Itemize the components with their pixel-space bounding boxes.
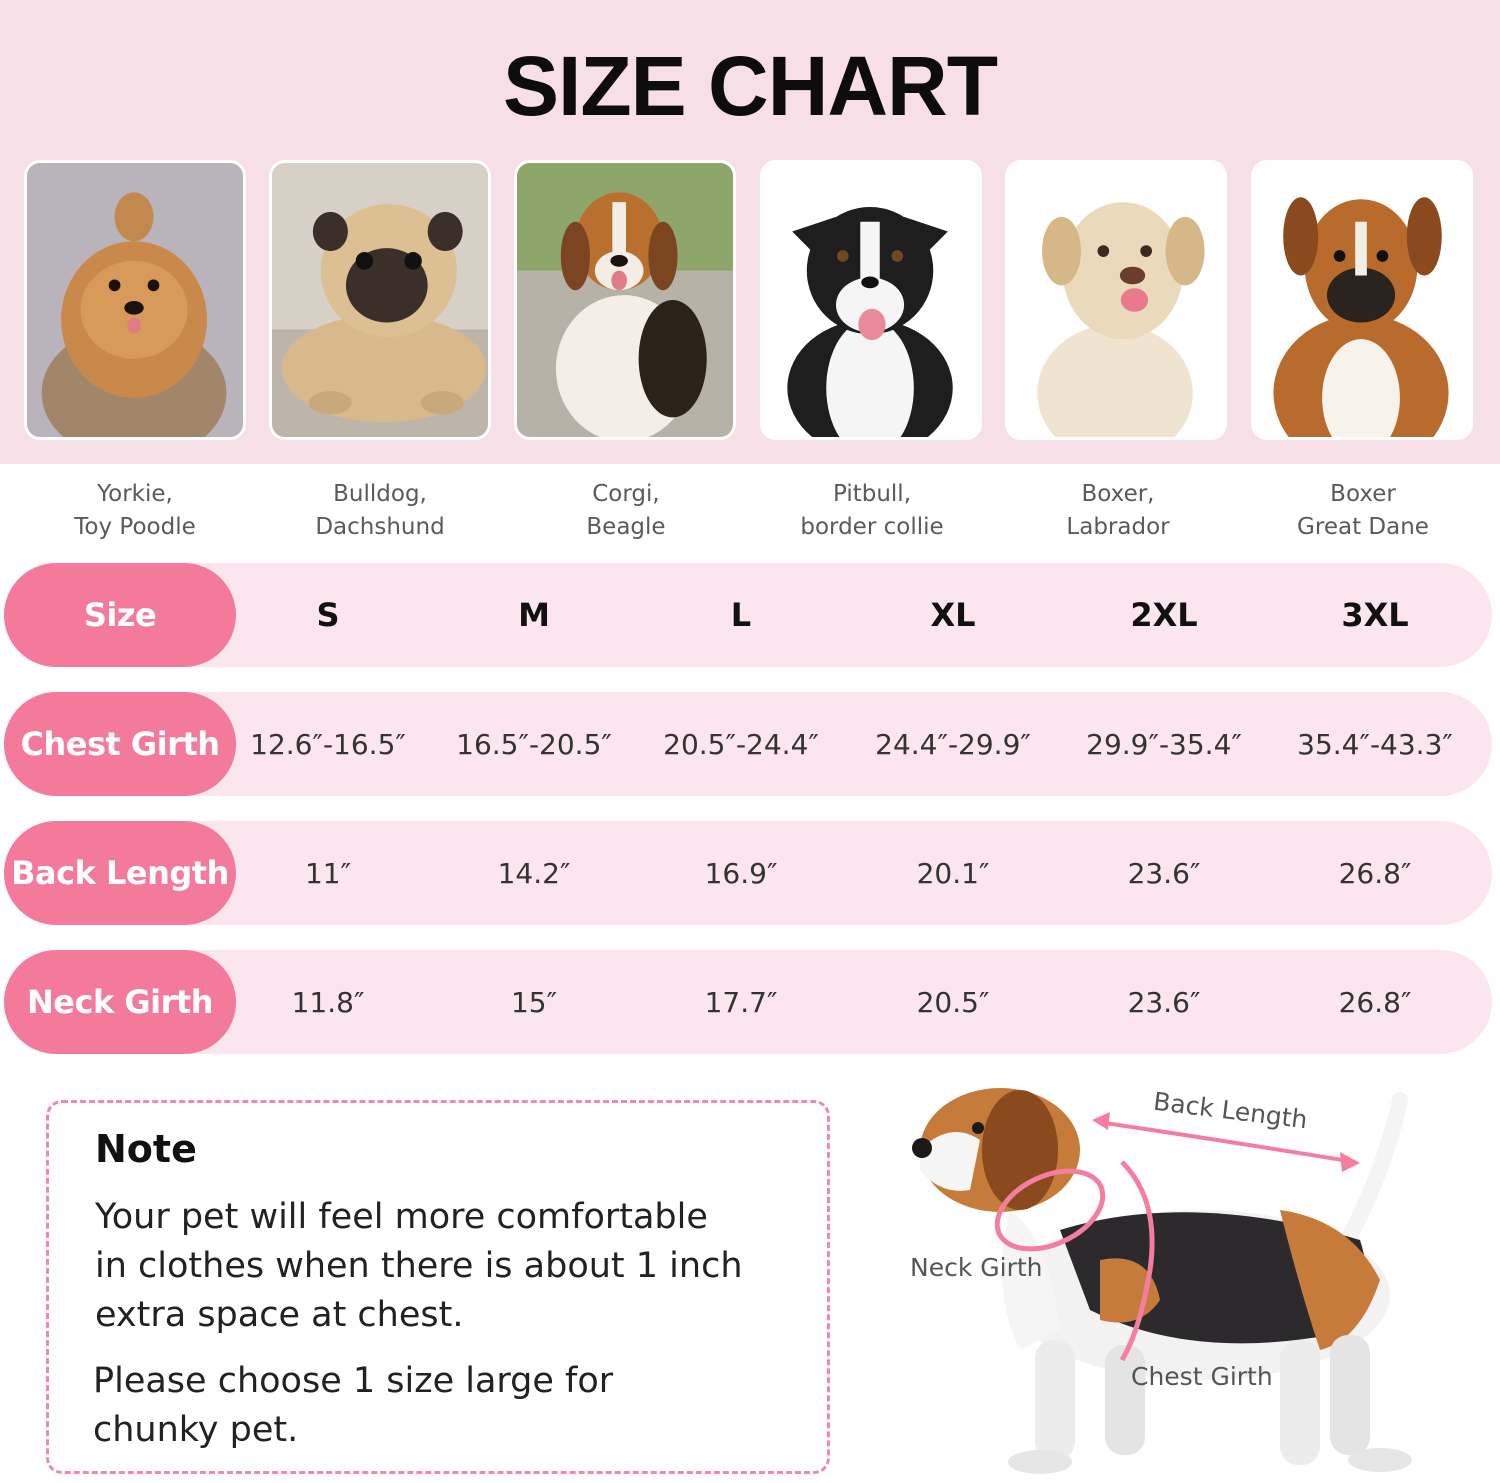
- size-cell: M: [518, 596, 550, 634]
- neck-girth-label: Neck Girth: [4, 950, 236, 1054]
- back-length-row: [4, 821, 1492, 925]
- chest-girth-cell: 35.4″-43.3″: [1297, 727, 1453, 761]
- neck-girth-cell: 23.6″: [1127, 985, 1201, 1019]
- chest-girth-cell: 16.5″-20.5″: [456, 727, 612, 761]
- back-length-cell: 16.9″: [704, 856, 778, 890]
- note-title: Note: [95, 1127, 197, 1171]
- breed-label-xl: Pitbull, border collie: [800, 481, 944, 540]
- size-row: [4, 563, 1492, 667]
- breed-label-l: Corgi, Beagle: [586, 481, 666, 540]
- back-length-cell: 23.6″: [1127, 856, 1201, 890]
- breed-label-s: Yorkie, Toy Poodle: [74, 481, 196, 540]
- neck-girth-cell: 15″: [510, 985, 558, 1019]
- chest-girth-label: Chest Girth: [4, 692, 236, 796]
- beagle-photo: [514, 160, 736, 440]
- back-length-cell: 14.2″: [497, 856, 571, 890]
- chest-girth-cell: 24.4″-29.9″: [875, 727, 1031, 761]
- back-length-label: Back Length: [4, 821, 236, 925]
- border-collie-photo: [760, 160, 982, 440]
- note-box: [46, 1100, 830, 1474]
- yorkie-photo: [24, 160, 246, 440]
- size-cell: 2XL: [1130, 596, 1198, 634]
- breed-label-3xl: Boxer Great Dane: [1297, 481, 1429, 540]
- breed-label-2xl: Boxer, Labrador: [1066, 481, 1170, 540]
- back-length-cell: 11″: [304, 856, 352, 890]
- pug-photo: [269, 160, 491, 440]
- measurement-diagram: [860, 1070, 1480, 1479]
- size-cell: L: [730, 596, 752, 634]
- neck-girth-cell: 17.7″: [704, 985, 778, 1019]
- labrador-photo: [1005, 160, 1227, 440]
- boxer-photo: [1251, 160, 1473, 440]
- note-paragraph-1: Your pet will feel more comfortable in clothes when there is about 1 inch extra space at chest.: [95, 1197, 743, 1335]
- breed-label-m: Bulldog, Dachshund: [315, 481, 445, 540]
- note-paragraph-2: Please choose 1 size large for chunky pet.: [93, 1361, 614, 1450]
- size-cell: XL: [930, 596, 976, 634]
- back-length-cell: 26.8″: [1338, 856, 1412, 890]
- chest-girth-cell: 20.5″-24.4″: [663, 727, 819, 761]
- size-label: Size: [4, 563, 236, 667]
- neck-girth-caption: Neck Girth: [910, 1253, 1043, 1282]
- back-length-caption: Back Length: [1151, 1086, 1310, 1135]
- size-cell: S: [316, 596, 340, 634]
- neck-girth-cell: 11.8″: [291, 985, 365, 1019]
- chest-girth-row: [4, 692, 1492, 796]
- chest-girth-caption: Chest Girth: [1131, 1362, 1273, 1391]
- neck-girth-cell: 26.8″: [1338, 985, 1412, 1019]
- chest-girth-cell: 29.9″-35.4″: [1086, 727, 1242, 761]
- size-cell: 3XL: [1341, 596, 1409, 634]
- neck-girth-cell: 20.5″: [916, 985, 990, 1019]
- back-length-cell: 20.1″: [916, 856, 990, 890]
- neck-girth-row: [4, 950, 1492, 1054]
- page-title: SIZE CHART: [503, 39, 997, 133]
- chest-girth-cell: 12.6″-16.5″: [250, 727, 406, 761]
